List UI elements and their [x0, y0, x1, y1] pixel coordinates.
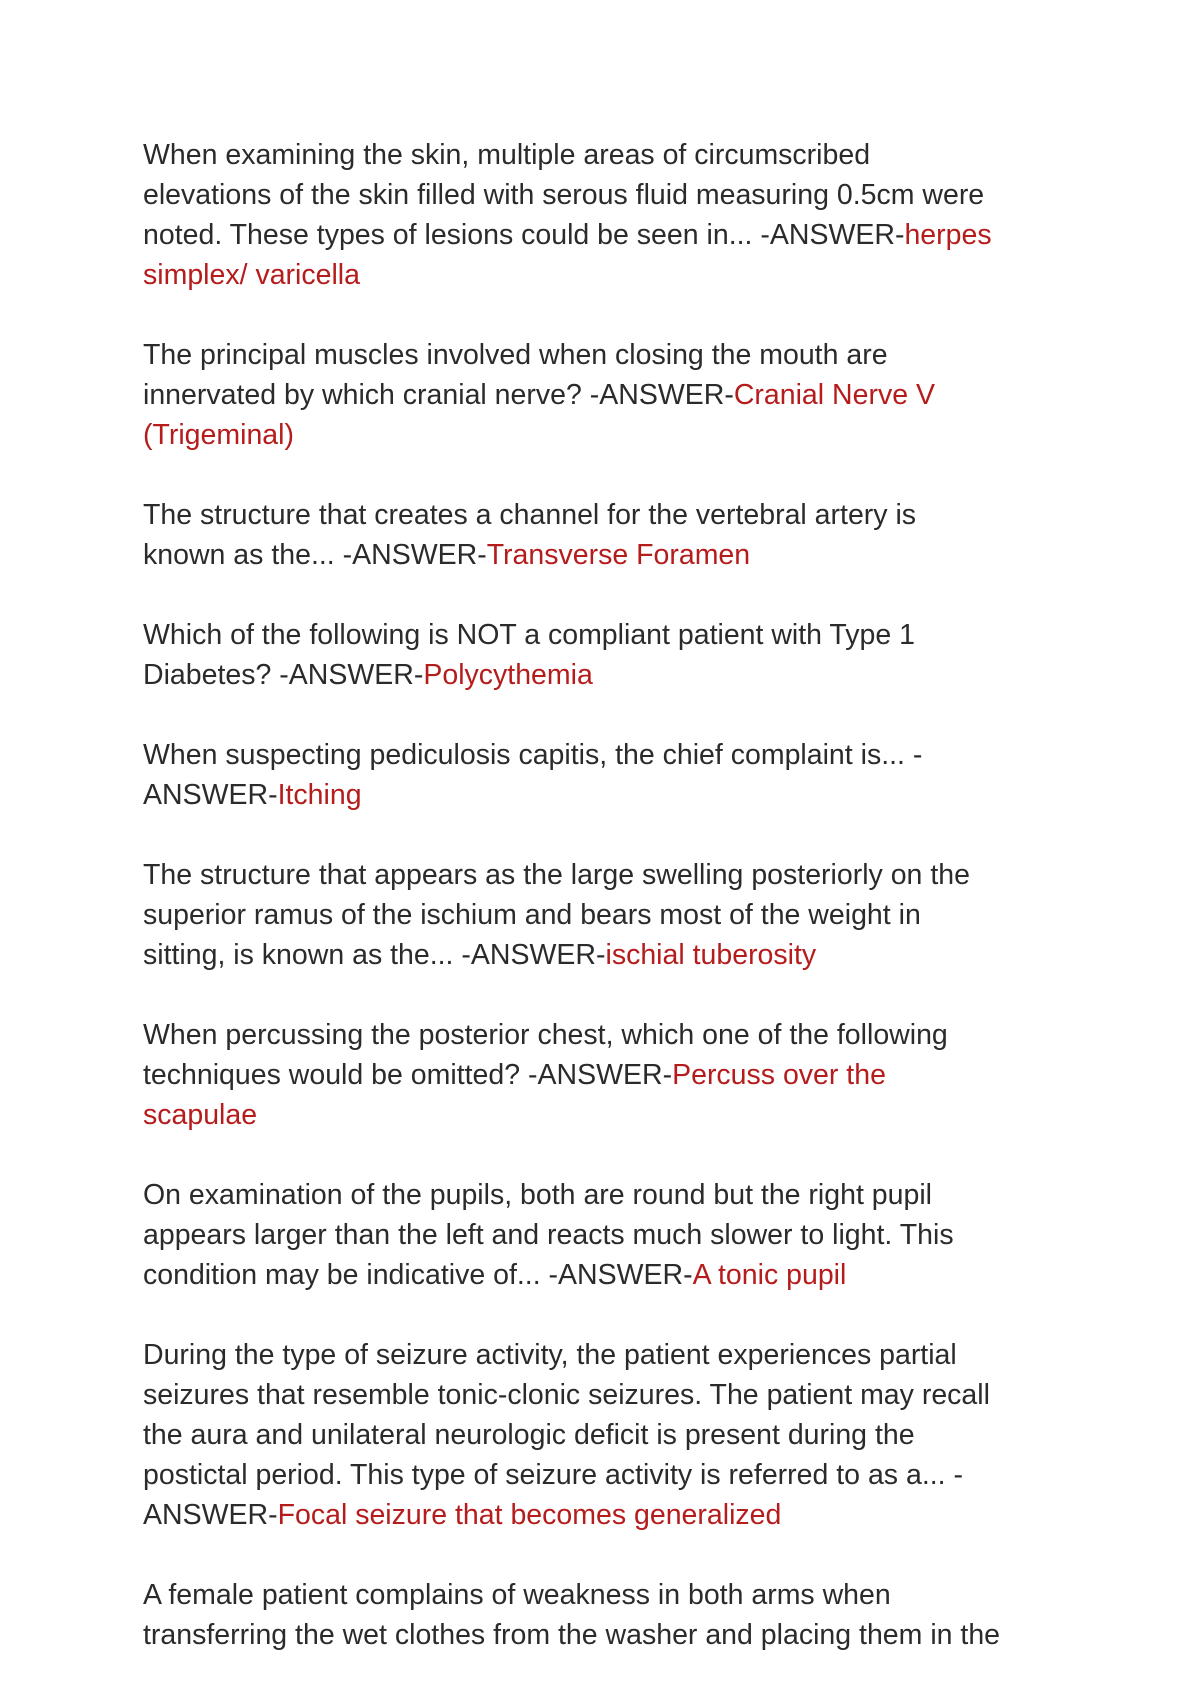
qa-item-5 — [143, 735, 1063, 815]
qa-item-8 — [143, 1175, 1063, 1295]
question-text: Which of the following is NOT a compliant patient with Type 1 Diabetes? -ANSWER- — [143, 619, 915, 691]
qa-item-2 — [143, 335, 1063, 455]
answer-text: ischial tuberosity — [605, 939, 817, 971]
question-text: On examination of the pupils, both are round but the right pupil appears larger than the left and reacts much slower to light. This condition may be indicative of... -ANSWER- — [143, 1179, 954, 1291]
answer-text: Transverse Foramen — [486, 539, 751, 571]
qa-item-6 — [143, 855, 1063, 975]
qa-item-4 — [143, 615, 1063, 695]
qa-item-1 — [143, 135, 1063, 295]
answer-text: Itching — [277, 779, 362, 811]
question-text: The structure that creates a channel for the vertebral artery is known as the... -ANSWER- — [143, 499, 917, 571]
question-text: The structure that appears as the large swelling posteriorly on the superior ramus of the ischium and bears most of the weight in sitting, is known as the... -ANSWER- — [143, 859, 970, 971]
question-text: When examining the skin, multiple areas of circumscribed elevations of the skin filled with serous fluid measuring 0.5cm were noted. These types of lesions could be seen in... -ANSWER- — [143, 139, 985, 251]
qa-item-7 — [143, 1015, 1063, 1135]
answer-text: Cranial Nerve V (Trigeminal) — [143, 379, 935, 451]
qa-item-10 — [143, 1575, 1063, 1655]
question-text: When percussing the posterior chest, which one of the following techniques would be omitted? -ANSWER- — [143, 1019, 948, 1091]
question-text: A female patient complains of weakness in both arms when transferring the wet clothes from the washer and placing them in the — [143, 1579, 1001, 1651]
qa-item-9 — [143, 1335, 1063, 1535]
question-text: During the type of seizure activity, the patient experiences partial seizures that resemble tonic-clonic seizures. The patient may recall the aura and unilateral neurologic deficit is present during the postictal period. This type of seizure activity is referred to as a... - ANSWER- — [143, 1339, 990, 1531]
answer-text: Focal seizure that becomes generalized — [277, 1499, 782, 1531]
question-text: When suspecting pediculosis capitis, the chief complaint is... - ANSWER- — [143, 739, 923, 811]
answer-text: A tonic pupil — [692, 1259, 847, 1291]
qa-list — [143, 135, 1063, 1695]
qa-item-3 — [143, 495, 1063, 575]
answer-text: herpes simplex/ varicella — [143, 219, 992, 291]
answer-text: Percuss over the scapulae — [143, 1059, 886, 1131]
question-text: The principal muscles involved when closing the mouth are innervated by which cranial nerve? -ANSWER- — [143, 339, 888, 411]
answer-text: Polycythemia — [423, 659, 593, 691]
